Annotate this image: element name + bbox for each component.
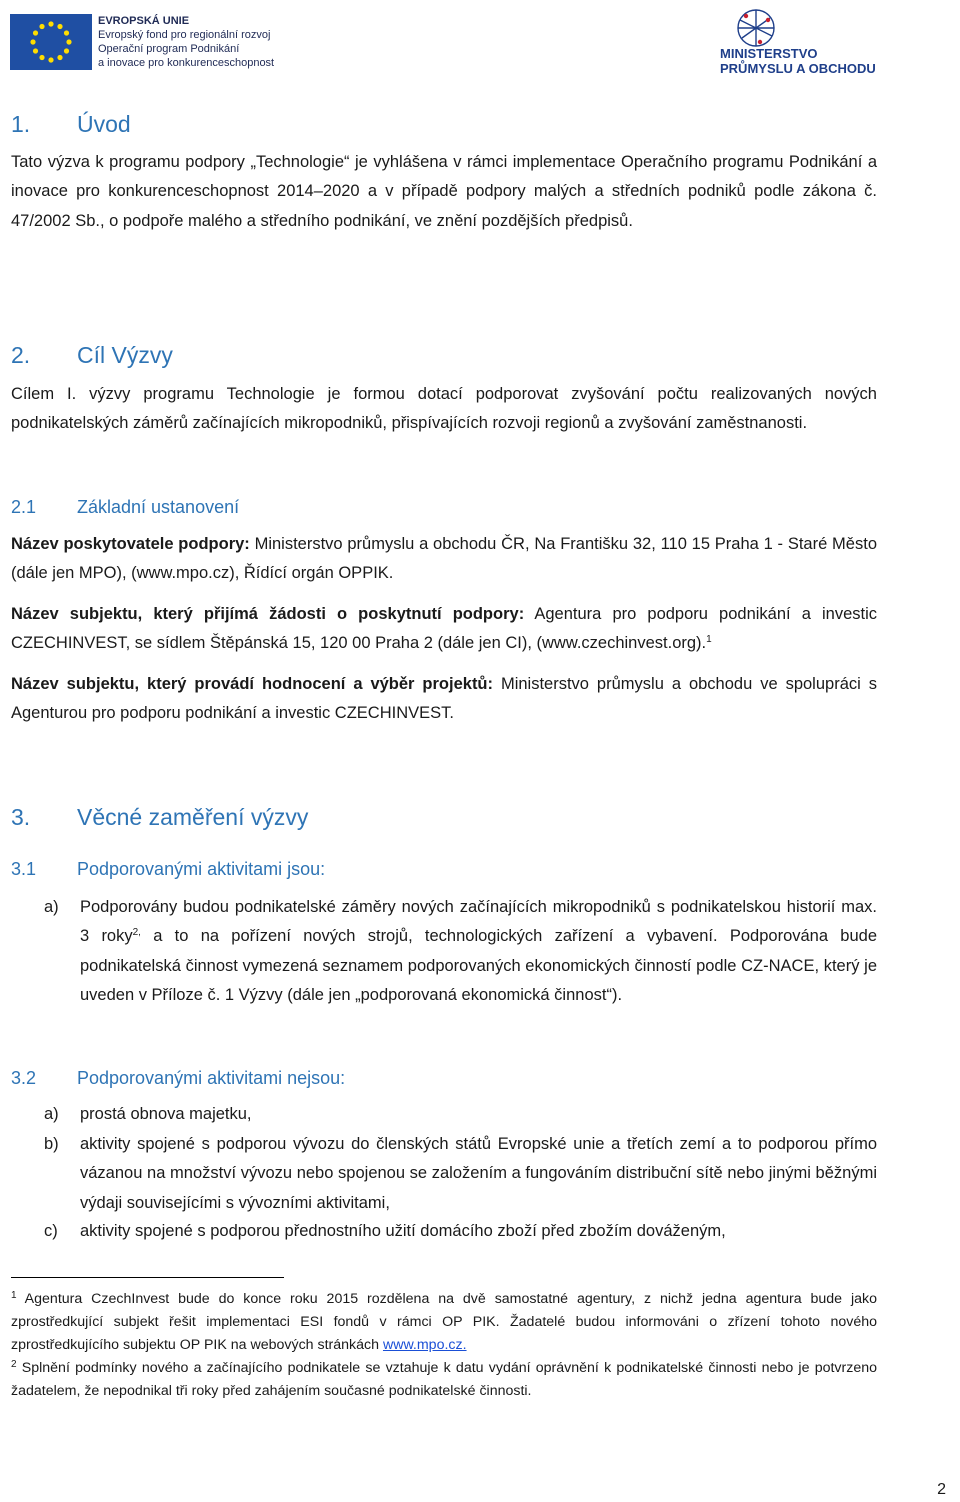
section-2-text: Cílem I. výzvy programu Technologie je formou dotací podporovat zvyšování počtu realizovaných nových podnikatelských záměrů začínajících mikropodniků, přispívajících rozvoji regionů a zvyšování zaměstnanosti. [11,385,877,433]
section-3-heading [11,803,308,831]
footnote-2-number: 2 [11,1359,17,1370]
mpo-line-2: PRŮMYSLU A OBCHODU [720,61,876,76]
eu-flag-icon [10,14,92,70]
section-1-number: 1. [11,111,31,137]
section-3-1-title: Podporovanými aktivitami jsou: [77,859,326,879]
unsupported-item-a-marker: a) [44,1105,59,1123]
receiver-paragraph [11,600,877,659]
provider-text: Ministerstvo průmyslu a obchodu ČR, Na Františku 32, 110 15 Praha 1 - Staré Město (dále jen MPO), (www.mpo.cz), Řídící orgán OPPIK. [11,535,877,583]
provider-paragraph [11,530,877,589]
unsupported-item-c-text: aktivity spojené s podporou přednostního užití domácího zboží před zbožím dováženým, [80,1222,726,1240]
page-number: 2 [937,1481,946,1498]
evaluator-paragraph [11,670,877,729]
evaluator-text: Ministerstvo průmyslu a obchodu ve spolupráci s Agenturou pro podporu podnikání a investic CZECHINVEST. [11,675,877,723]
footnote-ref-2: 2, [132,927,141,939]
unsupported-item-b-text: aktivity spojené s podporou vývozu do členských států Evropské unie a třetích zemí a to podporou přímo vázanou na množství vývozu nebo spojenou se založením a fungováním distribuční sítě nebo jinými běžnými výdaji souvisejícími s vývozními aktivitami, [80,1135,877,1212]
section-2-1-title: Základní ustanovení [77,497,240,517]
evaluator-label: Název subjektu, který provádí hodnocení a výběr projektů: [11,675,494,693]
unsupported-item-c-marker: c) [44,1222,58,1240]
footnote-ref-1: 1 [706,634,712,646]
section-3-title: Věcné zaměření výzvy [77,804,309,830]
eu-line-4: a inovace pro konkurenceschopnost [98,57,275,69]
supported-item-a-marker: a) [44,898,59,916]
supported-item-a-part-1: Podporovány budou podnikatelské záměry nových začínajících mikropodniků s podnikatelskou historií max. 3 roky [80,898,877,946]
section-2-number: 2. [11,342,31,368]
footnote-1 [11,1288,877,1357]
section-1-heading [11,110,131,138]
supported-item-a-part-2: a to na pořízení nových strojů, technologických zařízení a vybavení. Podporována bude podnikatelská činnost vymezená seznamem podporovaných ekonomických činností podle CZ-NACE, který je uveden v Příloze č. 1 Výzvy (dále jen „podporovaná ekonomická činnost“). [80,927,877,1004]
section-3-1-heading [11,857,325,881]
eu-logo-text [98,14,298,70]
eu-line-2: Evropský fond pro regionální rozvoj [98,29,271,41]
footnote-separator [11,1277,284,1278]
supported-item-a-text [80,893,877,1010]
receiver-label: Název subjektu, který přijímá žádosti o poskytnutí podpory: [11,605,525,623]
unsupported-item-a-text: prostá obnova majetku, [80,1105,252,1123]
unsupported-item-b-marker: b) [44,1135,59,1153]
mpo-logo-text [720,46,900,76]
section-3-number: 3. [11,804,31,830]
section-3-2-number: 3.2 [11,1068,37,1088]
section-1-title: Úvod [77,111,131,137]
section-2-1-number: 2.1 [11,497,37,517]
section-2-heading [11,341,173,369]
footnote-1-text: Agentura CzechInvest bude do konce roku 2015 rozdělena na dvě samostatné agentury, z nichž jedna agentura bude jako zprostředkující subjekt řešit implementaci ESI fondů v rámci OP PIK. Žadatelé budou informováni o zřízení tohoto nového zprostředkujícího subjektu OP PIK na webových stránkách [11,1291,877,1353]
receiver-text: Agentura pro podporu podnikání a investic CZECHINVEST, se sídlem Štěpánská 15, 120 00 Praha 2 (dále jen CI), (www.czechinvest.org). [11,605,877,653]
eu-line-3: Operační program Podnikání [98,43,240,55]
eu-line-1: EVROPSKÁ UNIE [98,15,190,27]
section-1-text: Tato výzva k programu podpory „Technologie“ je vyhlášena v rámci implementace Operačního programu Podnikání a inovace pro konkurenceschopnost 2014–2020 a v případě podpory malých a středních podniků podle zákona č. 47/2002 Sb., o podpoře malého a středního podnikání, ve znění pozdějších předpisů. [11,153,877,230]
footnote-2-text: Splnění podmínky nového a začínajícího podnikatele se vztahuje k datu vydání oprávnění k podnikatelské činnosti nebo je potvrzeno žadatelem, že nepodnikal tři roky před zahájením současné podnikatelské činnosti. [11,1360,877,1399]
section-2-1-heading [11,495,239,519]
footnote-1-link[interactable]: www.mpo.cz. [382,1337,467,1353]
section-3-2-heading [11,1066,345,1090]
footnote-1-number: 1 [11,1290,17,1301]
provider-label: Název poskytovatele podpory: [11,535,250,553]
section-3-1-number: 3.1 [11,859,37,879]
section-3-2-title: Podporovanými aktivitami nejsou: [77,1068,346,1088]
mpo-line-1: MINISTERSTVO [720,46,818,61]
section-2-title: Cíl Výzvy [77,342,173,368]
footnote-2 [11,1357,877,1403]
